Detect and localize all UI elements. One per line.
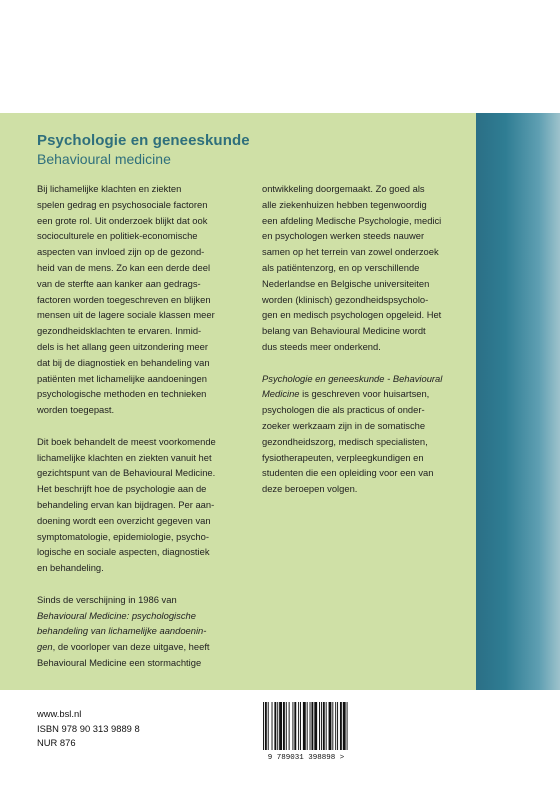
- text-line: Het beschrijft hoe de psychologie aan de: [37, 483, 207, 495]
- top-white-band: [0, 0, 560, 113]
- text-line: alle ziekenhuizen hebben tegenwoordig: [262, 198, 427, 210]
- text-line: dat bij de diagnostiek en behandeling van: [37, 356, 210, 368]
- text-line: factoren worden toegeschreven en blijken: [37, 293, 211, 305]
- italic-title: gen: [37, 641, 53, 653]
- left-paragraph-1: [37, 181, 252, 418]
- text-line: Behavioural Medicine een stormachtige: [37, 656, 202, 668]
- text-line: Bij lichamelijke klachten en ziekten: [37, 183, 182, 194]
- left-paragraph-3: [37, 592, 252, 671]
- text-line: Sinds de verschijning in 1986 van: [37, 593, 177, 605]
- right-paragraph-1: [262, 181, 472, 355]
- text-line: [37, 608, 252, 624]
- text-column-right: [262, 181, 472, 513]
- text-line: [37, 639, 252, 655]
- text-line: ontwikkeling doorgemaakt. Zo goed als: [262, 183, 425, 194]
- text-line: fysiotherapeuten, verpleegkundigen en: [262, 451, 424, 463]
- text-line: dels is het allang geen uitzondering meer: [37, 340, 208, 352]
- text-line: Dit boek behandelt de meest voorkomende: [37, 435, 216, 447]
- text-line: en behandeling.: [37, 562, 104, 574]
- text-line: [262, 371, 472, 387]
- book-title: Psychologie en geneeskunde: [37, 132, 250, 149]
- text-line: samen op het terrein van zowel onderzoek: [262, 246, 439, 258]
- text-line: logische en sociale aspecten, diagnostiek: [37, 546, 210, 558]
- italic-title: behandeling van lichamelijke aandoenin-: [37, 625, 207, 637]
- barcode-digits: [255, 700, 357, 762]
- text-line: zoeker werkzaam zijn in de somatische: [262, 419, 426, 431]
- text-line: patiënten met lichamelijke aandoeningen: [37, 372, 207, 384]
- text-line: gen en medisch psychologen opgeleid. Het: [262, 309, 442, 321]
- text-line: dus steeds meer onderkend.: [262, 340, 381, 352]
- text-line: gezichtspunt van de Behavioural Medicine.: [37, 467, 216, 479]
- text-line: [37, 623, 252, 639]
- publisher-url: www.bsl.nl: [37, 708, 82, 719]
- text-fragment: , de voorloper van deze uitgave, heeft: [52, 641, 210, 653]
- text-line: deze beroepen volgen.: [262, 483, 358, 495]
- text-line: een afdeling Medische Psychologie, medici: [262, 214, 442, 226]
- isbn-barcode: [255, 700, 357, 762]
- text-line: [262, 386, 472, 402]
- left-paragraph-2: [37, 434, 252, 576]
- text-line: psychologen die als practicus of onder-: [262, 404, 425, 416]
- text-line: studenten die een opleiding voor een van: [262, 467, 434, 479]
- text-fragment: is geschreven voor huisartsen,: [299, 388, 430, 400]
- text-line: gezondheidszorg, medisch specialisten,: [262, 435, 428, 447]
- text-line: aspecten van invloed zijn op de gezond-: [37, 246, 205, 258]
- text-line: mensen uit de lagere sociale klassen meer: [37, 309, 215, 321]
- text-line: belang van Behavioural Medicine wordt: [262, 325, 426, 337]
- nur-code: NUR 876: [37, 737, 76, 748]
- text-line: Nederlandse en Belgische universiteiten: [262, 277, 430, 289]
- italic-title: Psychologie en geneeskunde - Behavioural: [262, 372, 443, 384]
- publisher-info: [37, 707, 140, 751]
- text-line: socioculturele en politiek-economische: [37, 230, 198, 242]
- text-line: lichamelijke klachten en ziekten vanuit het: [37, 451, 212, 463]
- text-line: en psychologen werken steeds nauwer: [262, 230, 425, 242]
- text-line: symptomatologie, epidemiologie, psycho-: [37, 530, 209, 542]
- text-line: van de sterfte aan kanker aan gedrags-: [37, 277, 201, 289]
- book-subtitle: Behavioural medicine: [37, 151, 171, 167]
- italic-title: Behavioural Medicine: psychologische: [37, 609, 196, 621]
- isbn-number: ISBN 978 90 313 9889 8: [37, 722, 140, 734]
- right-paragraph-2: [262, 371, 472, 497]
- text-line: een grote rol. Uit onderzoek blijkt dat ook: [37, 214, 208, 226]
- italic-title: Medicine: [262, 388, 300, 400]
- text-line: als patiëntenzorg, en op verschillende: [262, 261, 420, 273]
- text-line: heid van de mens. Zo kan een derde deel: [37, 261, 211, 273]
- barcode-digit-text: 9 789031 398898 >: [267, 754, 345, 762]
- text-line: gezondheidsklachten te ervaren. Inmid-: [37, 325, 202, 337]
- text-line: psychologische methoden en technieken: [37, 388, 207, 400]
- text-line: behandeling ervan kan bijdragen. Per aan-: [37, 498, 215, 510]
- text-column-left: [37, 181, 252, 687]
- text-line: worden (klinisch) gezondheidspsycholo-: [262, 293, 429, 305]
- text-line: spelen gedrag en psychosociale factoren: [37, 198, 208, 210]
- text-line: worden toegepast.: [37, 404, 115, 416]
- text-line: doening wordt een overzicht gegeven van: [37, 514, 211, 526]
- blue-side-stripe: [476, 113, 560, 690]
